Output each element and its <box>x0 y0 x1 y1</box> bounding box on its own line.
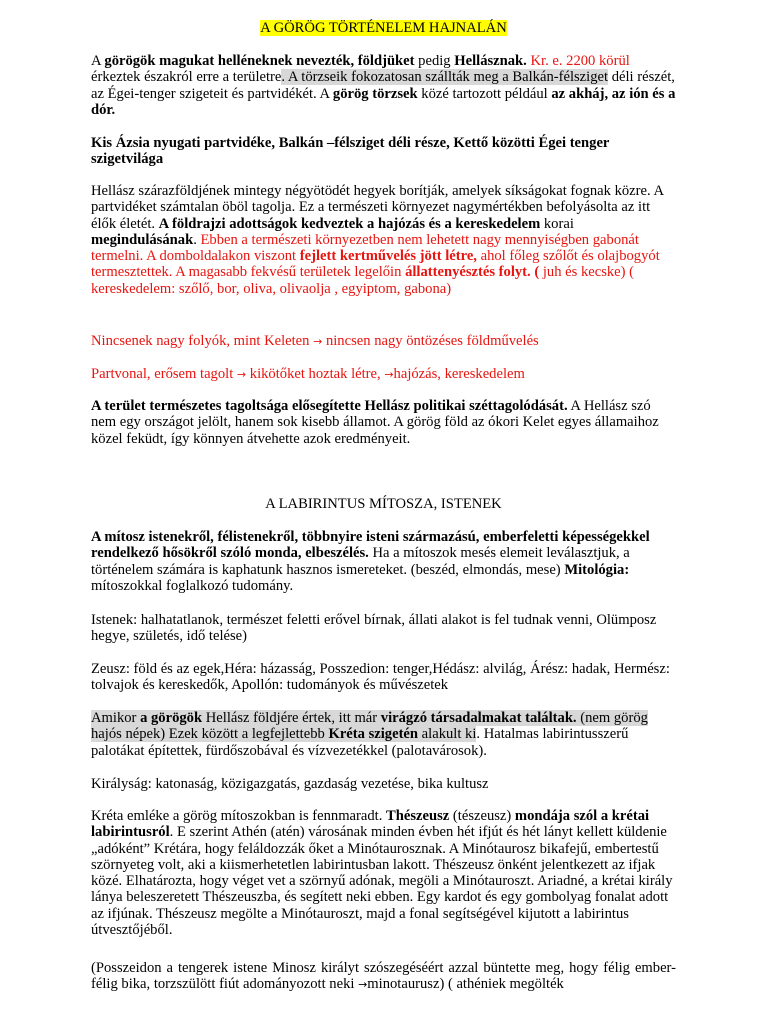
paragraph-intro: A görögök magukat helléneknek nevezték, földjüket pedig Hellásznak. Kr. e. 2200 körül érkeztek északról erre a területre. A törzseik fokozatosan szállták meg a Balkán-félsziget déli részét, az Égei-tenger szigeteit és partvidékét. A görög törzsek közé tartozott például az akháj, az ión és a dór. <box>91 53 676 118</box>
paragraph-politics: A terület természetes tagoltsága elősegítette Hellász politikai széttagolódását. A Hellász szó nem egy országot jelölt, hanem sok kisebb államot. A görög föld az ókori Kelet egyes államaihoz közel feküdt, így könnyen átvehette azok eredményeit. <box>91 398 659 447</box>
paragraph-myth: A mítosz istenekről, félistenekről, többnyire isteni származású, emberfeletti képességekkel rendelkező hősökről szóló monda, elbeszélés. Ha a mítoszok mesés elemeit leválasztjuk, a történelem számára is kaphatunk hasznos ismereteket. (beszéd, elmondás, mese) Mitológia: mítoszokkal foglalkozó tudomány. <box>91 529 650 594</box>
paragraph-kingdom: Királyság: katonaság, közigazgatás, gazdaság vezetése, bika kultusz <box>91 776 489 792</box>
arrow-right-icon: → <box>358 978 368 992</box>
section-title-2: A LABIRINTUS MÍTOSZA, ISTENEK <box>265 496 502 512</box>
paragraph-region: Kis Ázsia nyugati partvidéke, Balkán –félsziget déli része, Kettő közötti Égei tenger szigetvilága <box>91 135 610 168</box>
paragraph-poseidon: (Posszeidon a tengerek istene Minosz királyt szószegéséért azzal büntette meg, hogy félig ember-félig bika, torzszülött fiút adományozott neki →minotaurusz) ( athéniek megölték <box>91 960 676 993</box>
paragraph-god-list: Zeusz: föld és az egek,Héra: házasság, Posszedion: tenger,Hédász: alvilág, Árész: hadak, Hermész: tolvajok és kereskedők, Apollón: tudományok és művészetek <box>91 661 670 694</box>
paragraph-crete: Amikor a görögök Hellász földjére értek, itt már virágzó társadalmakat találtak. (nem görög hajós népek) Ezek között a legfejlettebb Kréta szigetén alakult ki. Hatalmas labirintusszerű palotákat építettek, fürdőszobával és vízvezetékkel (palotavárosok). <box>91 710 648 759</box>
paragraph-theseus: Kréta emléke a görög mítoszokban is fennmaradt. Thészeusz (tészeusz) mondája szól a krétai labirintusról. E szerint Athén (atén) városának minden évben hét ifjút és hét lányt kellett küldenie „adóként” Krétára, hogy feláldozzák őket a Minótaurosznak. A Minótaurosz bikafejű, embertestű szörnyeteg volt, aki a kiismerhetetlen labirintusban lakott. Thészeusz önként jelentkezett az ifjak közé. Elhatározta, hogy véget vet a szörnyű adónak, megöli a Minótauroszt. Ariadné, a krétai király lánya beleszeretett Thészeuszba, és segített neki ebben. Egy kardot és egy gombolyag fonalat adott az ifjúnak. Thészeusz megölte a Minótauroszt, majd a fonal segítségével kijutott a labirintus útvesztőjéből. <box>91 808 673 939</box>
paragraph-coastline: Partvonal, erősem tagolt → kikötőket hoztak létre, →hajózás, kereskedelem <box>91 366 525 382</box>
paragraph-gods: Istenek: halhatatlanok, természet feletti erővel bírnak, állati alakot is fel tudnak venni, Olümposz hegye, születés, idő telése) <box>91 612 657 645</box>
section-title-1: A GÖRÖG TÖRTÉNELEM HAJNALÁN <box>260 20 507 36</box>
paragraph-rivers: Nincsenek nagy folyók, mint Keleten → nincsen nagy öntözéses földművelés <box>91 333 539 349</box>
arrow-right-icon: → <box>236 368 247 381</box>
arrow-right-icon: → <box>384 368 394 381</box>
paragraph-geography: Hellász szárazföldjének mintegy négyötödét hegyek borítják, amelyek síkságokat fognak közre. A partvidéket számtalan öböl tagolja. Ez a természeti környezet nagymértékben befolyásolta az itt élők életét. A földrajzi adottságok kedveztek a hajózás és a kereskedelem korai megindulásának. Ebben a természeti környezetben nem lehetett nagy mennyiségben gabonát termelni. A domboldalakon viszont fejlett kertművelés jött létre, ahol főleg szőlőt és olajbogyót termesztettek. A magasabb fekvésű területek legelőin állattenyésztés folyt. ( juh és kecske) ( kereskedelem: szőlő, bor, oliva, olivaolja , egyiptom, gabona) <box>91 183 664 297</box>
arrow-right-icon: → <box>313 335 323 348</box>
